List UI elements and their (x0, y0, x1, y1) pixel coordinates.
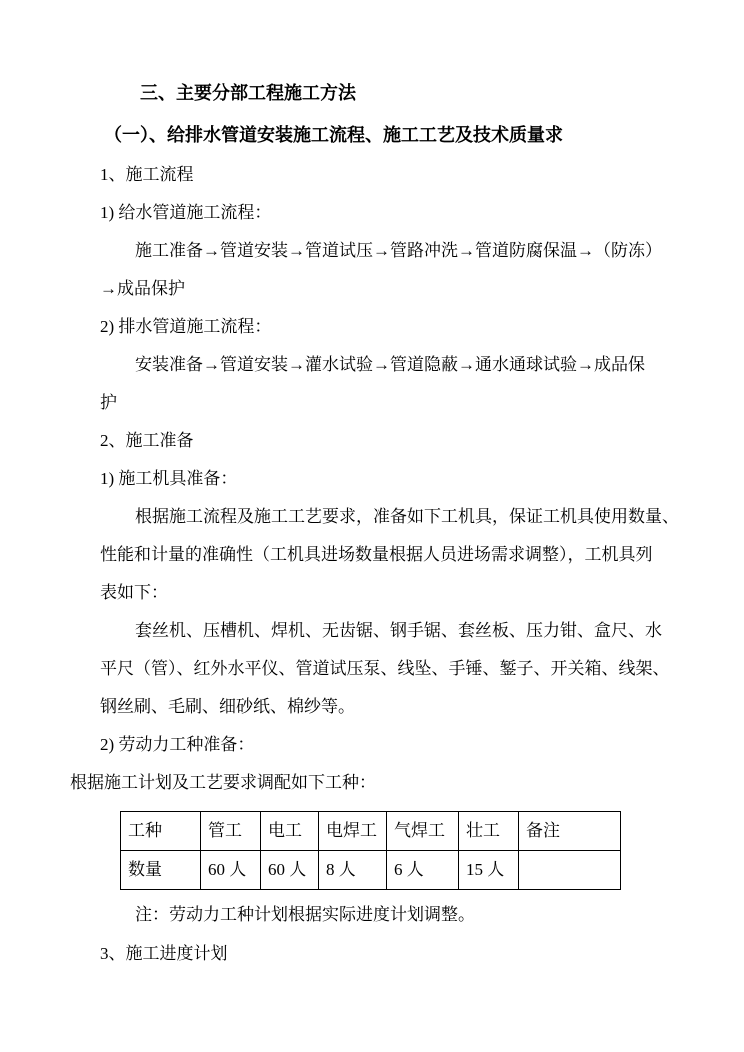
section-heading: 三、主要分部工程施工方法 (140, 83, 356, 103)
subsection-heading: （一）、给排水管道安装施工流程、施工工艺及技术质量求 (104, 125, 563, 145)
document-line: 套丝机、压槽机、焊机、无齿锯、钢手锯、套丝板、压力钳、盒尺、水 (135, 621, 662, 640)
document-line: 3、施工进度计划 (100, 944, 228, 963)
labor-allocation-table (120, 811, 621, 890)
document-line: 平尺（管）、红外水平仪、管道试压泵、线坠、手锤、錾子、开关箱、线架、 (100, 659, 670, 678)
document-line: 安装准备→管道安装→灌水试验→管道隐蔽→通水通球试验→成品保 (135, 355, 645, 374)
table-cell: 数量 (121, 851, 201, 890)
document-line: 根据施工流程及施工工艺要求，准备如下工机具，保证工机具使用数量、 (135, 507, 679, 526)
document-line: 施工准备→管道安装→管道试压→管路冲洗→管道防腐保温→（防冻） (135, 241, 662, 260)
document-line: 2) 排水管道施工流程： (100, 317, 272, 336)
document-line: 1) 施工机具准备： (100, 469, 238, 488)
document-line: 2、施工准备 (100, 431, 194, 450)
document-line: 钢丝刷、毛刷、细砂纸、棉纱等。 (100, 697, 355, 716)
table-header-cell: 电工 (261, 812, 319, 851)
document-line: →成品保护 (100, 279, 185, 298)
document-line: 2) 劳动力工种准备： (100, 735, 255, 754)
table-cell: 8 人 (319, 851, 387, 890)
table-cell: 60 人 (201, 851, 261, 890)
table-cell: 15 人 (459, 851, 519, 890)
table-cell: 60 人 (261, 851, 319, 890)
table-header-cell: 备注 (519, 812, 621, 851)
document-line: 表如下： (100, 583, 168, 602)
document-line: 1) 给水管道施工流程： (100, 203, 272, 222)
document-line: 护 (100, 393, 117, 412)
table-header-cell: 壮工 (459, 812, 519, 851)
table-cell: 6 人 (387, 851, 459, 890)
document-line: 根据施工计划及工艺要求调配如下工种： (70, 773, 376, 792)
table-header-row (121, 812, 621, 851)
table-header-cell: 气焊工 (387, 812, 459, 851)
document-line: 性能和计量的准确性（工机具进场数量根据人员进场需求调整），工机具列 (100, 545, 653, 564)
table-header-cell: 管工 (201, 812, 261, 851)
table-header-cell: 电焊工 (319, 812, 387, 851)
document-line: 1、施工流程 (100, 165, 194, 184)
table-cell (519, 851, 621, 890)
table-header-cell: 工种 (121, 812, 201, 851)
table-row (121, 851, 621, 890)
table-note: 注：劳动力工种计划根据实际进度计划调整。 (135, 905, 475, 924)
